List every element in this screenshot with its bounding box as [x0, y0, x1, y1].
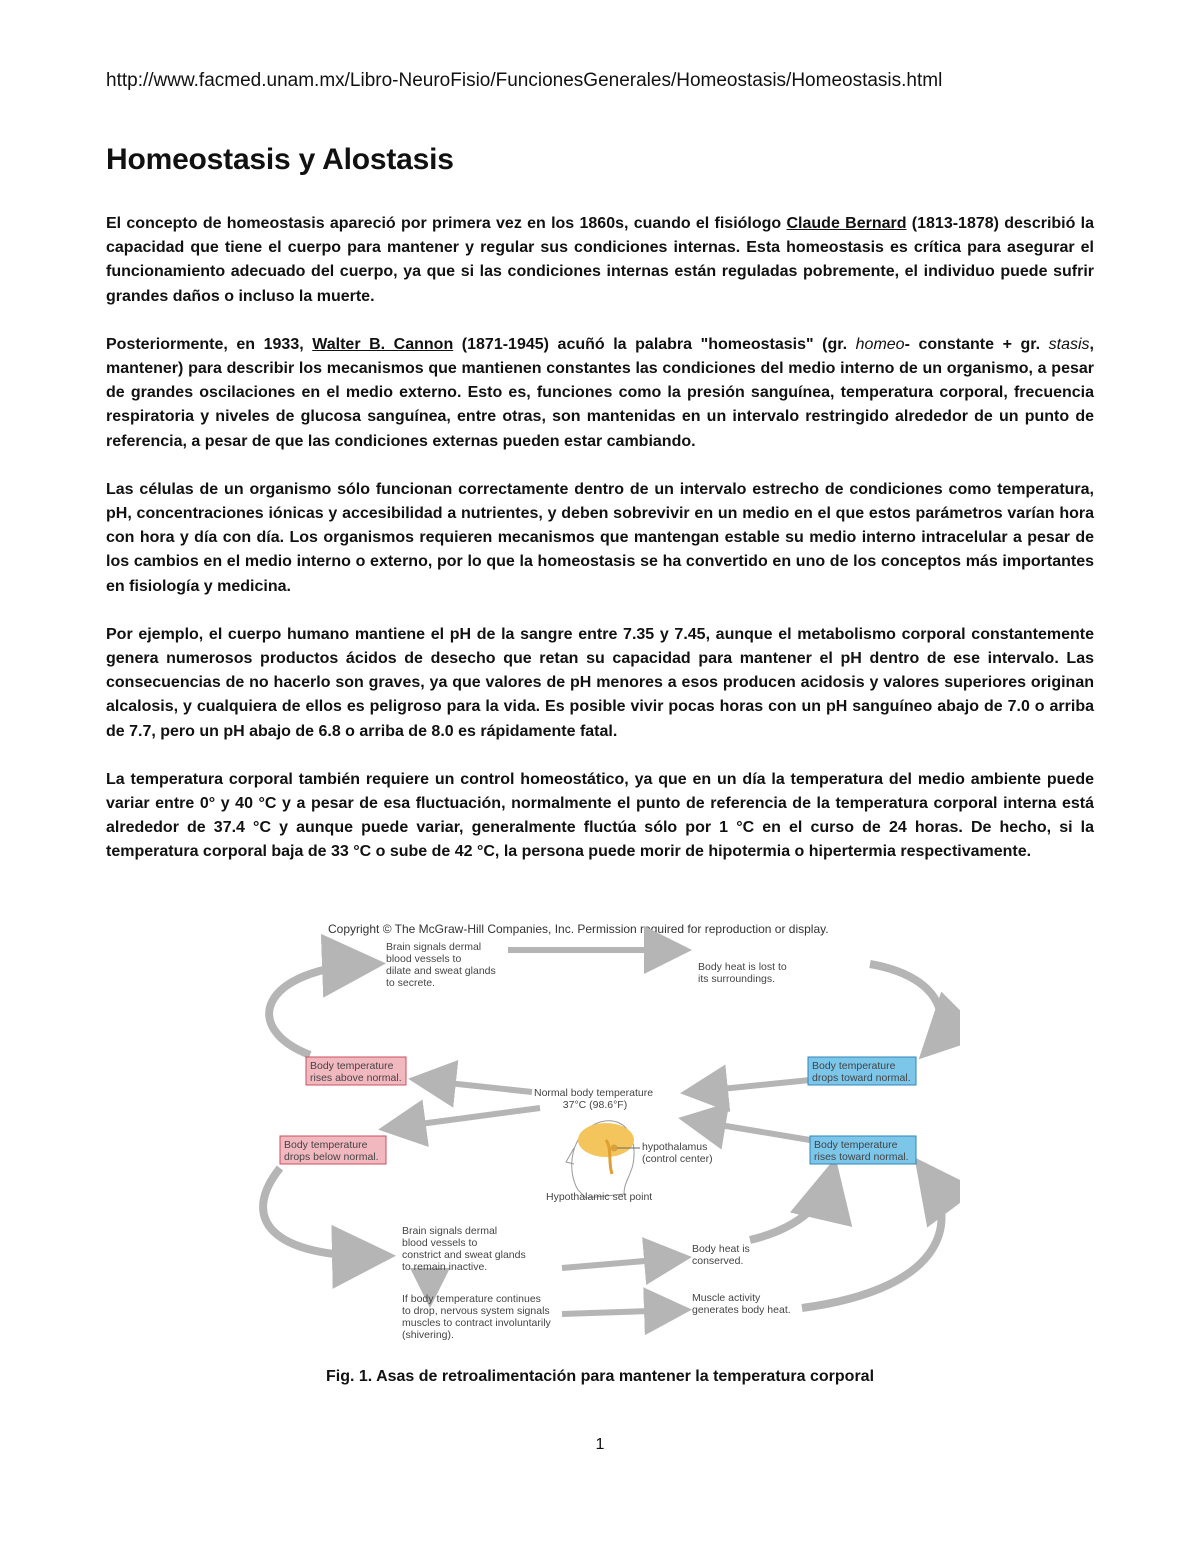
- paragraph-3: Las células de un organismo sólo funcionan correctamente dentro de un intervalo estrecho de condiciones como temperatura, pH, concentraciones iónicas y accesibilidad a nutrientes, y deben sobrevivir en un medio en el que estos parámetros varían hora con hora y día con día. Los organismos requieren mecanismos que mantengan estable su medio interno intracelular a pesar de los cambios en el medio interno o externo, por lo que la homeostasis se ha convertido en uno de los conceptos más importantes en fisiología y medicina.: [106, 480, 1094, 595]
- arrow-rises-toward-to-normal: [690, 1120, 810, 1140]
- p2-text-c: - constante + gr.: [904, 335, 1049, 353]
- drops-toward-text: Body temperature drops toward normal.: [812, 1060, 911, 1084]
- claude-bernard-link[interactable]: Claude Bernard: [786, 215, 907, 232]
- arrow-heat-lost-to-drops: [870, 964, 941, 1048]
- paragraph-5: La temperatura corporal también requiere un control homeostático, ya que en un día la temperatura del medio ambiente puede variar entre 0° y 40 °C y a pesar de esa fluctuación, normalmente el punto de referencia de la temperatura corporal interna está alrededor de 37.4 °C y aunque puede variar, generalmente fluctúa sólo por 1 °C en el curso de 24 horas. De hecho, si la temperatura corporal baja de 33 °C o sube de 42 °C, la persona puede morir de hipotermia o hipertermia respectivamente.: [106, 770, 1094, 861]
- p2-italic-homeo: homeo: [855, 335, 905, 353]
- p1-text-a: El concepto de homeostasis apareció por primera vez en los 1860s, cuando el fisiólogo: [106, 215, 787, 232]
- copyright-notice: Copyright © The McGraw-Hill Companies, Inc. Permission required for reproduction or display.: [328, 922, 829, 936]
- normal-temp-text: Normal body temperature 37°C (98.6°F): [534, 1087, 654, 1111]
- article-body: [106, 212, 1094, 889]
- arrow-drops-toward-to-normal: [692, 1080, 810, 1092]
- page-title: Homeostasis y Alostasis: [106, 143, 454, 176]
- arrow-normal-to-drops-below: [390, 1108, 540, 1128]
- page-number: 1: [595, 1436, 605, 1453]
- set-point-text: Hypothalamic set point: [546, 1191, 653, 1203]
- arrow-signal-to-conserved: [562, 1258, 680, 1268]
- hypothalamus-text: hypothalamus (control center): [642, 1141, 713, 1165]
- p2-italic-stasis: stasis: [1048, 335, 1090, 353]
- p2-text-b: (1871-1945) acuñó la palabra "homeostasis" (gr.: [453, 335, 856, 353]
- thermoregulation-figure: [240, 918, 960, 1348]
- source-url-link[interactable]: http://www.facmed.unam.mx/Libro-NeuroFisio/FuncionesGenerales/Homeostasis/Homeostasis.html: [106, 70, 943, 91]
- arrow-conserved-to-rises-toward: [750, 1173, 832, 1240]
- p2-text-d: , mantener) para describir los mecanismos que mantienen constantes las condiciones del medio interno de un organismo, a pesar de grandes oscilaciones en el medio externo. Esto es, funciones como la presión sanguínea, temperatura corporal, frecuencia respiratoria y niveles de glucosa sanguínea, entre otras, son mantenidas en un intervalo restringido alrededor de un punto de referencia, a pesar de que las condiciones externas pueden estar cambiando.: [106, 335, 1094, 450]
- heat-lost-text: Body heat is lost to its surroundings.: [698, 961, 787, 985]
- p1-text-b: (1813-1878) describió la capacidad que tiene el cuerpo para mantener y regular sus condiciones internas. Esta homeostasis es crítica para asegurar el funcionamiento adecuado del cuerpo, ya que si las condiciones internas están reguladas pobremente, el individuo puede sufrir grandes daños o incluso la muerte.: [106, 215, 1095, 305]
- p2-text-a: Posteriormente, en 1933,: [106, 335, 313, 353]
- rises-above-text: Body temperature rises above normal.: [310, 1060, 402, 1084]
- heat-conserved-text: Body heat is conserved.: [692, 1243, 750, 1267]
- bottom-signal-text: Brain signals dermal blood vessels to constrict and sweat glands to remain inactive.: [402, 1225, 526, 1273]
- shivering-text: If body temperature continues to drop, nervous system signals muscles to contract involuntarily (shivering).: [402, 1293, 551, 1341]
- figure-caption: Fig. 1. Asas de retroalimentación para mantener la temperatura corporal: [325, 1368, 875, 1385]
- arrow-shivering-to-muscle: [562, 1310, 680, 1314]
- paragraph-1: [106, 212, 1094, 309]
- arrow-drops-below-to-signal: [263, 1168, 380, 1256]
- muscle-activity-text: Muscle activity generates body heat.: [692, 1292, 791, 1316]
- paragraph-2: [106, 333, 1094, 454]
- arrow-normal-to-rises-above: [420, 1080, 532, 1092]
- paragraph-4: Por ejemplo, el cuerpo humano mantiene el pH de la sangre entre 7.35 y 7.45, aunque el metabolismo corporal constantemente genera numerosos productos ácidos de desecho que retan su capacidad para mantener el pH dentro de ese intervalo. Las consecuencias de no hacerlo son graves, ya que valores de pH menores a esos producen acidosis y valores superiores originan alcalosis, y cualquiera de ellos es peligroso para la vida. Es posible vivir pocas horas con un pH sanguíneo abajo de 7.0 o arriba de 7.7, pero un pH abajo de 6.8 o arriba de 8.0 es rápidamente fatal.: [106, 625, 1094, 740]
- drops-below-text: Body temperature drops below normal.: [284, 1139, 379, 1163]
- walter-cannon-link[interactable]: Walter B. Cannon: [312, 335, 454, 353]
- arrow-rises-to-signal: [269, 964, 370, 1055]
- top-signal-text: Brain signals dermal blood vessels to dilate and sweat glands to secrete.: [386, 941, 496, 989]
- feedback-loop-diagram: [240, 918, 960, 1348]
- rises-toward-text: Body temperature rises toward normal.: [814, 1139, 909, 1163]
- head-brain-icon: [566, 1121, 634, 1198]
